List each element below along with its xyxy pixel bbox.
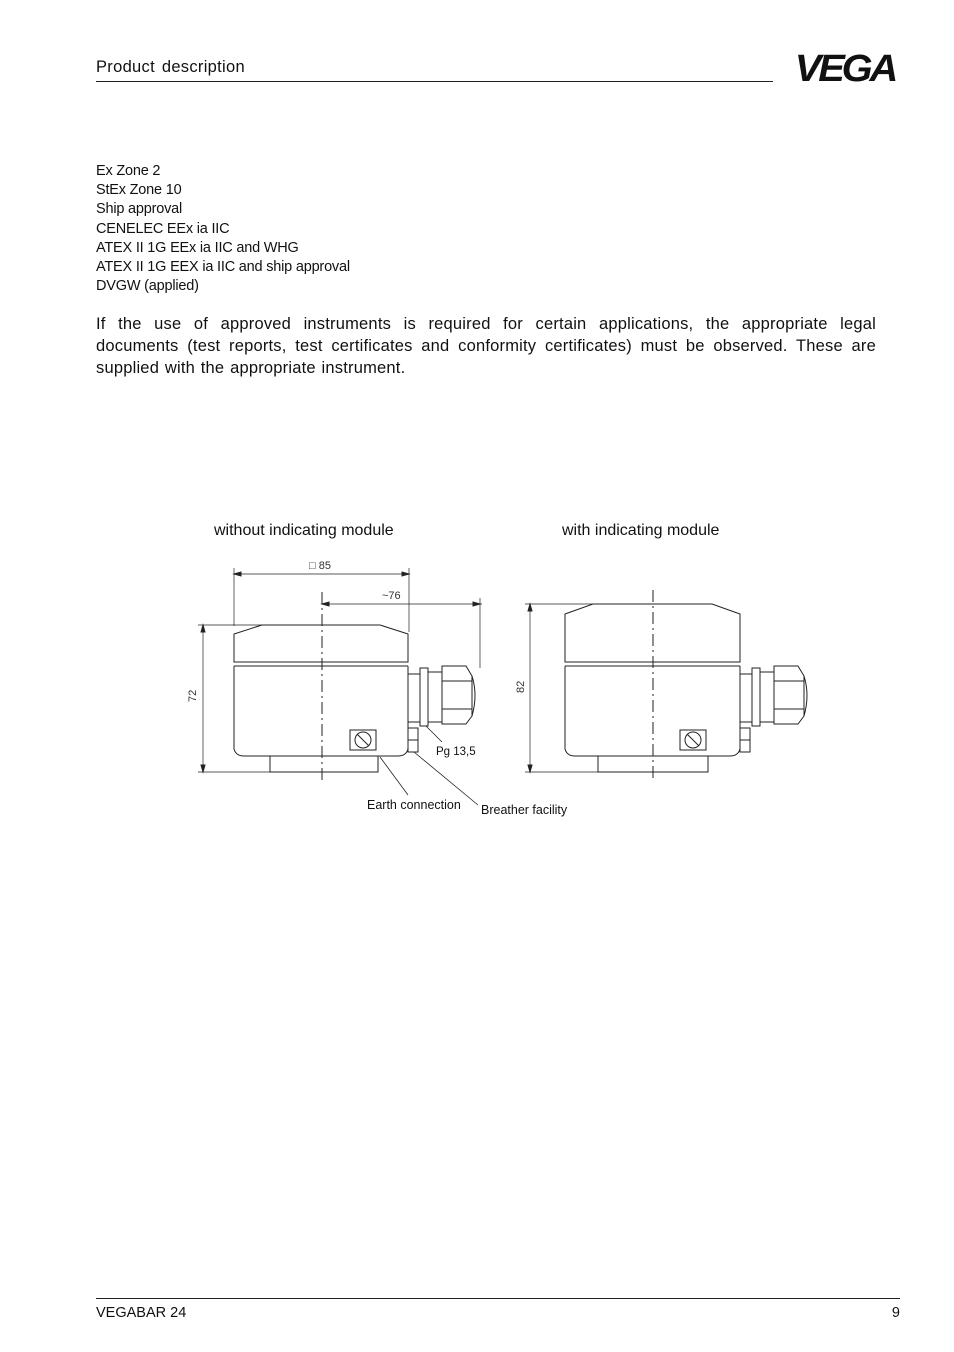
approval-item: CENELEC EEx ia IIC <box>96 220 230 237</box>
approval-item: StEx Zone 10 <box>96 182 182 199</box>
dim-offset-76: ~76 <box>382 590 401 602</box>
footer-rule <box>96 1298 900 1299</box>
approval-list <box>96 162 350 296</box>
approval-item: ATEX II 1G EEX ia IIC and ship approval <box>96 259 350 276</box>
caption-with-module: with indicating module <box>562 522 720 539</box>
approval-item: Ex Zone 2 <box>96 163 161 179</box>
approval-paragraph: If the use of approved instruments is required for certain applications, the appropriate legal documents (test reports, test certificates and conformity certificates) must be observed. These are supplied with the appropriate instrument. <box>96 315 876 377</box>
label-breather-facility: Breather facility <box>481 803 568 817</box>
header-rule <box>96 81 773 82</box>
approval-item: DVGW (applied) <box>96 278 199 295</box>
housing-left-lid <box>234 625 408 662</box>
section-title: Product description <box>96 58 245 76</box>
dim-width-85: □ 85 <box>309 560 331 572</box>
dim-height-82: 82 <box>515 680 527 693</box>
housing-right <box>525 590 807 780</box>
label-pg-gland: Pg 13,5 <box>436 746 476 758</box>
earth-screw-right <box>680 730 706 750</box>
dim-height-72: 72 <box>187 689 199 702</box>
housing-left <box>198 568 482 805</box>
approval-item: Ship approval <box>96 201 183 218</box>
housing-left-base <box>270 756 378 772</box>
vega-logo-text: VEGA <box>794 50 896 84</box>
page-number: 9 <box>891 1305 900 1321</box>
approval-item: ATEX II 1G EEx ia IIC and WHG <box>96 239 299 256</box>
label-earth-connection: Earth connection <box>367 798 461 812</box>
housing-dimension-drawing <box>0 500 954 830</box>
breather-plug-right <box>740 728 750 752</box>
breather-plug-left <box>408 728 418 752</box>
footer-product-name: VEGABAR 24 <box>96 1305 187 1321</box>
vega-logo <box>782 50 902 84</box>
caption-without-module: without indicating module <box>214 522 394 539</box>
earth-screw-left <box>350 730 376 750</box>
housing-left-body <box>234 666 408 756</box>
cable-gland-right <box>740 666 807 726</box>
cable-gland-left <box>408 666 475 726</box>
